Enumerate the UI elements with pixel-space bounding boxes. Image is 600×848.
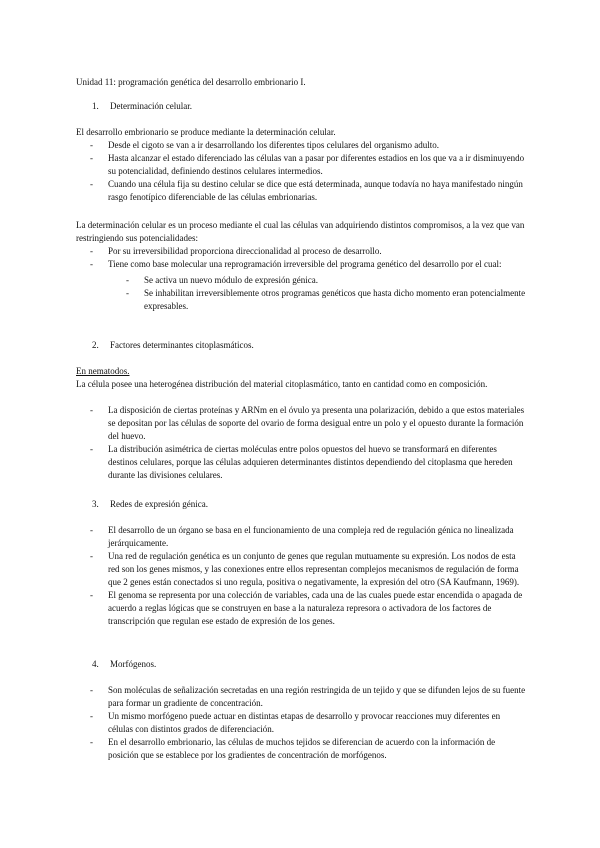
paragraph: La célula posee una heterogénea distribución del material citoplasmático, tanto en cantidad como en composición. [76,379,488,389]
sub-list-item: - Se inhabilitan irreversiblemente otros programas genéticos que hasta dicho momento eran potencialmente expresables. [108,287,526,313]
bullet-list [76,684,526,762]
bullet-list [76,524,526,628]
list-item: - Una red de regulación genética es un conjunto de genes que regulan mutuamente su expresión. Los nodos de esta red son los genes mismos, y las conexiones entre ellos representan complejos mecanismos de regulación de forma que 2 genes están conectados si uno regula, positiva o negativamente, la expresión del otro (SA Kaufmann, 1969). [76,550,526,589]
sub-list-item: - Se activa un nuevo módulo de expresión génica. [108,274,526,287]
paragraph: El desarrollo embrionario se produce mediante la determinación celular. [76,127,336,137]
bullet-list [76,139,526,204]
list-item: - El desarrollo de un órgano se basa en el funcionamiento de una compleja red de regulación génica no linealizada jerárquicamente. [76,524,526,550]
list-item: - La disposición de ciertas proteínas y ARNm en el óvulo ya presenta una polarización, debido a que estos materiales se depositan por las células de soporte del ovario de forma desigual entre un polo y el opuesto durante la formación del huevo. [76,404,526,443]
section-number: 2. [92,340,99,350]
paragraph: La determinación celular es un proceso mediante el cual las células van adquiriendo distintos compromisos, a la vez que van restringiendo sus potencialidades: [76,220,525,243]
section-number: 1. [92,101,99,111]
section-title: Redes de expresión génica. [110,499,208,509]
list-item: - Desde el cigoto se van a ir desarrollando los diferentes tipos celulares del organismo adulto. [76,139,526,152]
section-heading-4 [92,658,156,671]
bullet-list [76,245,526,313]
section-heading-2 [92,339,254,352]
section-heading-3 [92,498,208,511]
section-number: 4. [92,659,99,669]
list-item: - Cuando una célula fija su destino celular se dice que está determinada, aunque todavía no haya manifestado ningún rasgo fenotípico diferenciable de las células embrionarias. [76,178,526,204]
bullet-list [76,404,526,482]
list-item-text: Tiene como base molecular una reprogramación irreversible del programa genético del desarrollo por el cual: [108,259,502,269]
list-item: - La distribución asimétrica de ciertas moléculas entre polos opuestos del huevo se transformará en diferentes destinos celulares, porque las células adquieren determinantes distintos dependiendo del citoplasma que hereden durante las divisiones celulares. [76,443,526,482]
section-title: Determinación celular. [110,101,192,111]
list-item: - Hasta alcanzar el estado diferenciado las células van a pasar por diferentes estadios en los que va a ir disminuyendo su potencialidad, definiendo destinos celulares intermedios. [76,152,526,178]
list-item [76,258,526,313]
section-number: 3. [92,499,99,509]
page-title: Unidad 11: programación genética del desarrollo embrionario I. [76,77,306,87]
list-item: - Por su irreversibilidad proporciona direccionalidad al proceso de desarrollo. [76,245,526,258]
section-title: Morfógenos. [110,659,157,669]
section-title: Factores determinantes citoplasmáticos. [110,340,254,350]
list-item: - Un mismo morfógeno puede actuar en distintas etapas de desarrollo y provocar reacciones muy diferentes en células con distintos grados de diferenciación. [76,710,526,736]
sub-bullet-list [108,274,526,313]
list-item: - Son moléculas de señalización secretadas en una región restringida de un tejido y que se difunden lejos de su fuente para formar un gradiente de concentración. [76,684,526,710]
list-item: - El genoma se representa por una colección de variables, cada una de las cuales puede estar encendida o apagada de acuerdo a reglas lógicas que se construyen en base a la naturaleza represora o activadora de los factores de transcripción que regulan ese estado de expresión de los genes. [76,589,526,628]
subheading: En nematodos. [76,366,130,376]
bullet-list-container [76,245,526,313]
list-item: - En el desarrollo embrionario, las células de muchos tejidos se diferencian de acuerdo con la información de posición que se establece por los gradientes de concentración de morfógenos. [76,736,526,762]
section-heading-1 [92,100,192,113]
